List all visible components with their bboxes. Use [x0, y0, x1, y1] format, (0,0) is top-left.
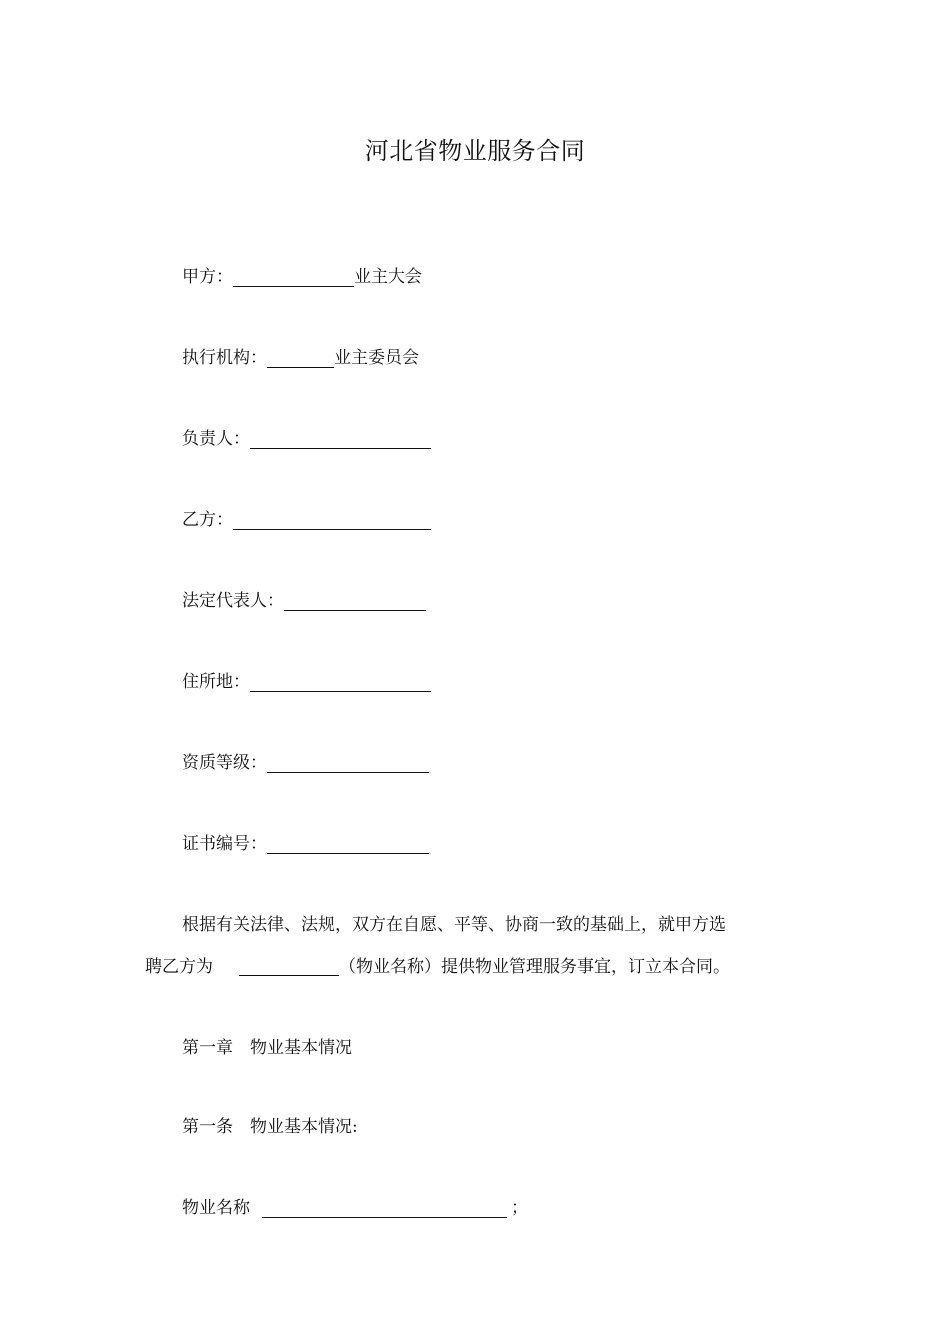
field-certificate-number — [182, 832, 429, 856]
fill-blank[interactable] — [284, 592, 426, 611]
field-domicile — [182, 670, 431, 694]
field-party-b — [182, 508, 431, 532]
field-label: 证书编号： — [182, 834, 267, 854]
field-label: 负责人： — [182, 429, 250, 449]
field-label: 物业名称 — [182, 1198, 250, 1218]
intro-prefix: 聘乙方为 — [145, 957, 213, 977]
field-party-a — [182, 265, 422, 289]
field-label: 资质等级： — [182, 753, 267, 773]
field-suffix: ； — [511, 1198, 528, 1218]
fill-blank[interactable] — [233, 268, 354, 287]
field-legal-representative — [182, 589, 426, 613]
intro-suffix: （物业名称）提供物业管理服务事宜，订立本合同。 — [339, 957, 730, 977]
field-label: 乙方： — [182, 510, 233, 530]
fill-blank[interactable] — [250, 673, 431, 692]
intro-line-1: 根据有关法律、法规，双方在自愿、平等、协商一致的基础上，就甲方选 — [182, 915, 726, 935]
fill-blank[interactable] — [250, 430, 431, 449]
field-suffix: 业主委员会 — [334, 348, 419, 368]
field-person-in-charge — [182, 427, 431, 451]
field-label: 住所地： — [182, 672, 250, 692]
field-label: 甲方： — [182, 267, 233, 287]
field-label: 执行机构： — [182, 348, 267, 368]
fill-blank[interactable] — [267, 835, 429, 854]
property-name-blank[interactable] — [239, 957, 339, 976]
intro-line-2 — [145, 946, 805, 988]
field-property-name — [182, 1196, 528, 1220]
fill-blank[interactable] — [267, 754, 429, 773]
field-label: 法定代表人： — [182, 591, 284, 611]
field-qualification-level — [182, 751, 429, 775]
article-heading: 第一条 物业基本情况: — [182, 1117, 358, 1137]
field-suffix: 业主大会 — [354, 267, 422, 287]
fill-blank[interactable] — [267, 349, 334, 368]
intro-paragraph — [145, 904, 805, 988]
fill-blank[interactable] — [233, 511, 431, 530]
fill-blank[interactable] — [262, 1199, 507, 1218]
chapter-heading: 第一章 物业基本情况 — [182, 1038, 352, 1058]
document-title: 河北省物业服务合同 — [364, 137, 586, 165]
field-executive-body — [182, 346, 419, 370]
